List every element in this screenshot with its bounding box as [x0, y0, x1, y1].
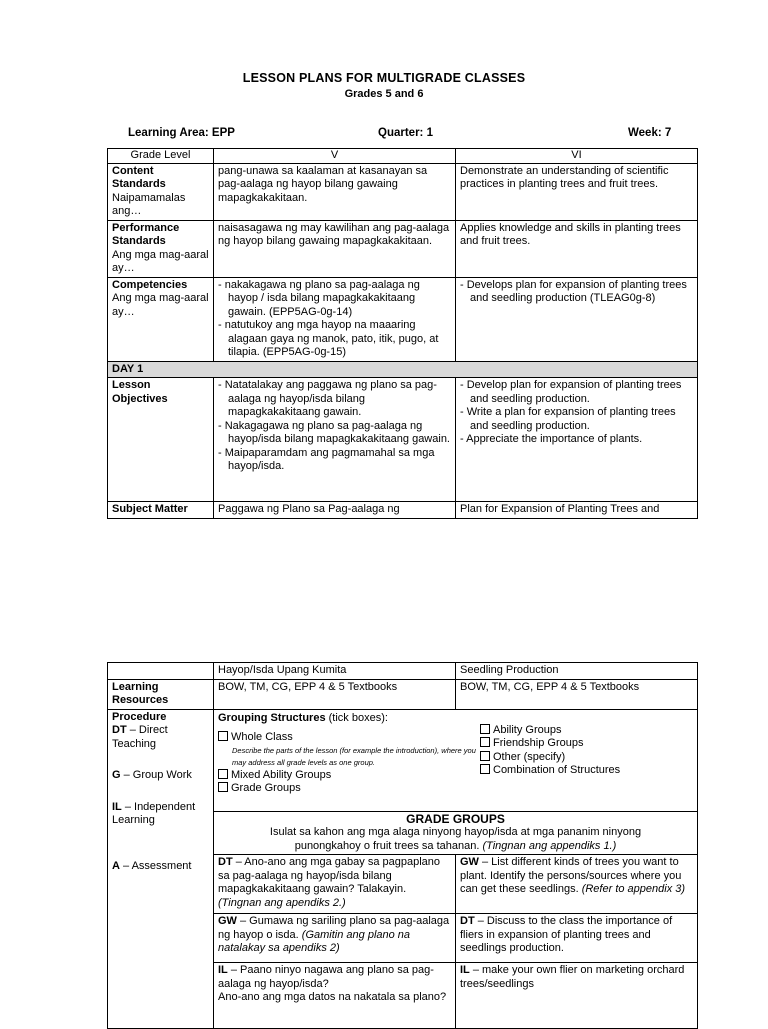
describe-note: Describe the parts of the lesson (for example the introduction), where you may address all grade levels as one group. — [232, 745, 476, 767]
dt-abbr: DT — [112, 724, 127, 736]
activity-1-v — [214, 855, 456, 914]
whole-class-label: Whole Class — [231, 731, 293, 743]
competencies-row — [108, 277, 698, 361]
grade-groups-option[interactable] — [218, 782, 480, 796]
grouping-row — [108, 709, 698, 811]
activity-3-v — [214, 963, 456, 1029]
activity-3-vi-abbr: IL — [460, 964, 470, 976]
dt-text: – Direct Teaching — [112, 724, 168, 750]
friendship-groups-label: Friendship Groups — [493, 737, 584, 749]
subject-matter-row — [108, 502, 698, 519]
grade-groups-heading: GRADE GROUPS — [406, 811, 505, 826]
lesson-objectives-row — [108, 378, 698, 502]
grade-level-label: Grade Level — [108, 149, 214, 164]
whole-class-option[interactable] — [218, 731, 480, 745]
activity-2-vi-abbr: DT — [460, 915, 475, 927]
whole-class-checkbox[interactable] — [218, 731, 228, 741]
activity-3-vi-text: – make your own flier on marketing orchard trees/seedlings — [460, 964, 685, 990]
competencies-v — [214, 277, 456, 361]
content-standards-sub: Naipamamalas ang… — [112, 191, 186, 217]
list-item: - Maipaparamdam ang pagmamahal sa mga hayop/isda. — [218, 446, 435, 472]
il-text: – Independent Learning — [112, 800, 196, 826]
activity-1-vi-text: – List different kinds of trees you want to plant. Identify the persons/sources where you can get these seedlings. — [460, 856, 682, 895]
performance-standards-title: Performance Standards — [112, 221, 180, 247]
g-text: – Group Work — [120, 769, 192, 781]
grouping-structures-cell — [214, 709, 698, 811]
subject-matter-vi-cont: Seedling Production — [456, 663, 698, 680]
subject-matter-cont-label — [108, 663, 214, 680]
competencies-title: Competencies — [112, 278, 188, 291]
performance-standards-label — [108, 220, 214, 277]
activity-2-v — [214, 914, 456, 963]
learning-resources-v: BOW, TM, CG, EPP 4 & 5 Textbooks — [214, 679, 456, 709]
ability-groups-option[interactable] — [480, 724, 620, 738]
activity-3-v-text2: Ano-ano ang mga datos na nakatala sa plano? — [218, 991, 447, 1003]
learning-area: Learning Area: EPP — [128, 127, 235, 139]
ability-groups-label: Ability Groups — [493, 723, 562, 736]
activity-2-v-ref: (Gamitin ang plano na natalakay sa apendiks 2) — [218, 928, 411, 954]
performance-standards-row — [108, 220, 698, 277]
a-text: – Assessment — [119, 859, 192, 872]
grade-level-row — [108, 149, 698, 164]
lesson-objectives-v — [214, 378, 456, 502]
competencies-label — [108, 277, 214, 361]
grade-groups-appendix-ref: (Tingnan ang appendiks 1.) — [482, 839, 617, 852]
competencies-sub: Ang mga mag-aaral ay… — [112, 292, 209, 318]
mixed-ability-label: Mixed Ability Groups — [231, 768, 332, 781]
subject-matter-cont-row — [108, 663, 698, 680]
day-row — [108, 361, 698, 378]
subject-matter-v-cont: Hayop/Isda Upang Kumita — [214, 663, 456, 680]
page-title: LESSON PLANS FOR MULTIGRADE CLASSES — [242, 71, 526, 85]
other-specify-option[interactable] — [480, 751, 620, 765]
activity-2-v-text: – Gumawa ng sariling plano sa pag-aalaga ng hayop o isda. — [218, 915, 450, 941]
grouping-right-column — [480, 712, 620, 796]
mixed-ability-checkbox[interactable] — [218, 769, 228, 779]
learning-resources-label: Learning Resources — [108, 679, 214, 709]
content-standards-label — [108, 163, 214, 220]
performance-standards-sub: Ang mga mag-aaral ay… — [112, 248, 209, 274]
activity-1-v-text: – Ano-ano ang mga gabay sa pagpaplano sa pag-aalaga ng hayop/isda bilang mapagkakakitaang gawain? Talakayin. — [218, 856, 441, 895]
activity-1-vi — [456, 855, 698, 914]
list-item: - Develop plan for expansion of planting trees and seedling production. — [460, 379, 682, 405]
week: Week: 7 — [628, 127, 672, 139]
performance-standards-vi: Applies knowledge and skills in planting trees and fruit trees. — [456, 220, 698, 277]
grade-v-header: V — [214, 149, 456, 164]
procedure-title: Procedure — [112, 710, 167, 723]
content-standards-v: pang-unawa sa kaalaman at kasanayan sa pag-aalaga ng hayop bilang gawaing mapagkakakitaan. — [214, 163, 456, 220]
grouping-left-column — [218, 712, 480, 796]
g-abbr: G — [112, 769, 121, 781]
combination-checkbox[interactable] — [480, 764, 490, 774]
activity-1-vi-abbr: GW — [460, 856, 479, 868]
performance-standards-v: naisasagawa ng may kawilihan ang pag-aalaga ng hayop bilang gawaing mapagkakakitaan. — [214, 220, 456, 277]
il-abbr: IL — [112, 800, 122, 813]
ability-groups-checkbox[interactable] — [480, 724, 490, 734]
activity-3-v-text: – Paano ninyo nagawa ang plano sa pag-aalaga ng hayop/isda? — [218, 964, 434, 990]
other-specify-checkbox[interactable] — [480, 751, 490, 761]
list-item: - Appreciate the importance of plants. — [460, 433, 643, 445]
grade-groups-checkbox[interactable] — [218, 782, 228, 792]
other-specify-label: Other (specify) — [493, 750, 566, 763]
lesson-objectives-vi — [456, 378, 698, 502]
content-standards-title: Content Standards — [112, 164, 166, 190]
list-item: - Develops plan for expansion of planting trees and seedling production (TLEAG0g-8) — [460, 278, 687, 304]
grouping-hint: (tick boxes): — [325, 711, 388, 724]
list-item: - nakakagawa ng plano sa pag-aalaga ng hayop / isda bilang mapagkakakitaang gawain. (EPP5AG-0g-14) — [218, 278, 420, 318]
friendship-groups-option[interactable] — [480, 737, 620, 751]
subject-matter-label: Subject Matter — [108, 502, 214, 519]
friendship-groups-checkbox[interactable] — [480, 737, 490, 747]
subject-matter-vi: Plan for Expansion of Planting Trees and — [456, 502, 698, 519]
day-label: DAY 1 — [108, 361, 698, 378]
page-subtitle: Grades 5 and 6 — [344, 88, 424, 100]
grade-groups-cell — [214, 811, 698, 855]
content-standards-row — [108, 163, 698, 220]
quarter: Quarter: 1 — [378, 127, 433, 139]
lesson-plan-table-page1 — [107, 148, 698, 519]
activity-2-v-abbr: GW — [218, 915, 237, 927]
content-standards-vi: Demonstrate an understanding of scientific practices in planting trees and fruit trees. — [456, 163, 698, 220]
activity-2-vi-text: – Discuss to the class the importance of fliers in expansion of planting trees and seedlings production. — [460, 915, 673, 954]
procedure-label — [108, 709, 214, 1029]
grade-vi-header: VI — [456, 149, 698, 164]
competencies-vi — [456, 277, 698, 361]
a-abbr: A — [112, 859, 120, 872]
list-item: - Write a plan for expansion of planting trees and seedling production. — [460, 406, 676, 432]
grouping-title: Grouping Structures — [218, 711, 326, 724]
activity-3-v-abbr: IL — [218, 964, 228, 976]
activity-3-vi — [456, 963, 698, 1029]
activity-1-vi-ref: (Refer to appendix 3) — [581, 883, 686, 895]
activity-1-v-abbr: DT — [218, 856, 233, 868]
subject-matter-v: Paggawa ng Plano sa Pag-aalaga ng — [214, 502, 456, 519]
grade-groups-instruction: Isulat sa kahon ang mga alaga ninyong hayop/isda at mga pananim ninyong punongkahoy o fruit trees sa tahanan. — [269, 826, 642, 852]
grade-groups-label: Grade Groups — [231, 782, 301, 794]
activity-1-v-ref: (Tingnan ang apendiks 2.) — [218, 896, 346, 909]
activity-2-vi — [456, 914, 698, 963]
mixed-ability-option[interactable] — [218, 769, 480, 783]
lesson-plan-table-page2 — [107, 662, 698, 1029]
list-item: - natutukoy ang mga hayop na maaaring alagaan gaya ng manok, pato, itik, pugo, at tilapia. (EPP5AG-0g-15) — [218, 319, 439, 358]
list-item: - Natatalakay ang paggawa ng plano sa pag-aalaga ng hayop/isda bilang mapagkakakitaang gawain. — [218, 379, 437, 418]
list-item: - Nakagagawa ng plano sa pag-aalaga ng hayop/isda bilang mapagkakakitaang gawain. — [218, 419, 450, 445]
learning-resources-row — [108, 679, 698, 709]
learning-resources-vi: BOW, TM, CG, EPP 4 & 5 Textbooks — [456, 679, 698, 709]
lesson-objectives-label: Lesson Objectives — [108, 378, 214, 502]
combination-label: Combination of Structures — [493, 764, 621, 776]
combination-option[interactable] — [480, 764, 620, 778]
